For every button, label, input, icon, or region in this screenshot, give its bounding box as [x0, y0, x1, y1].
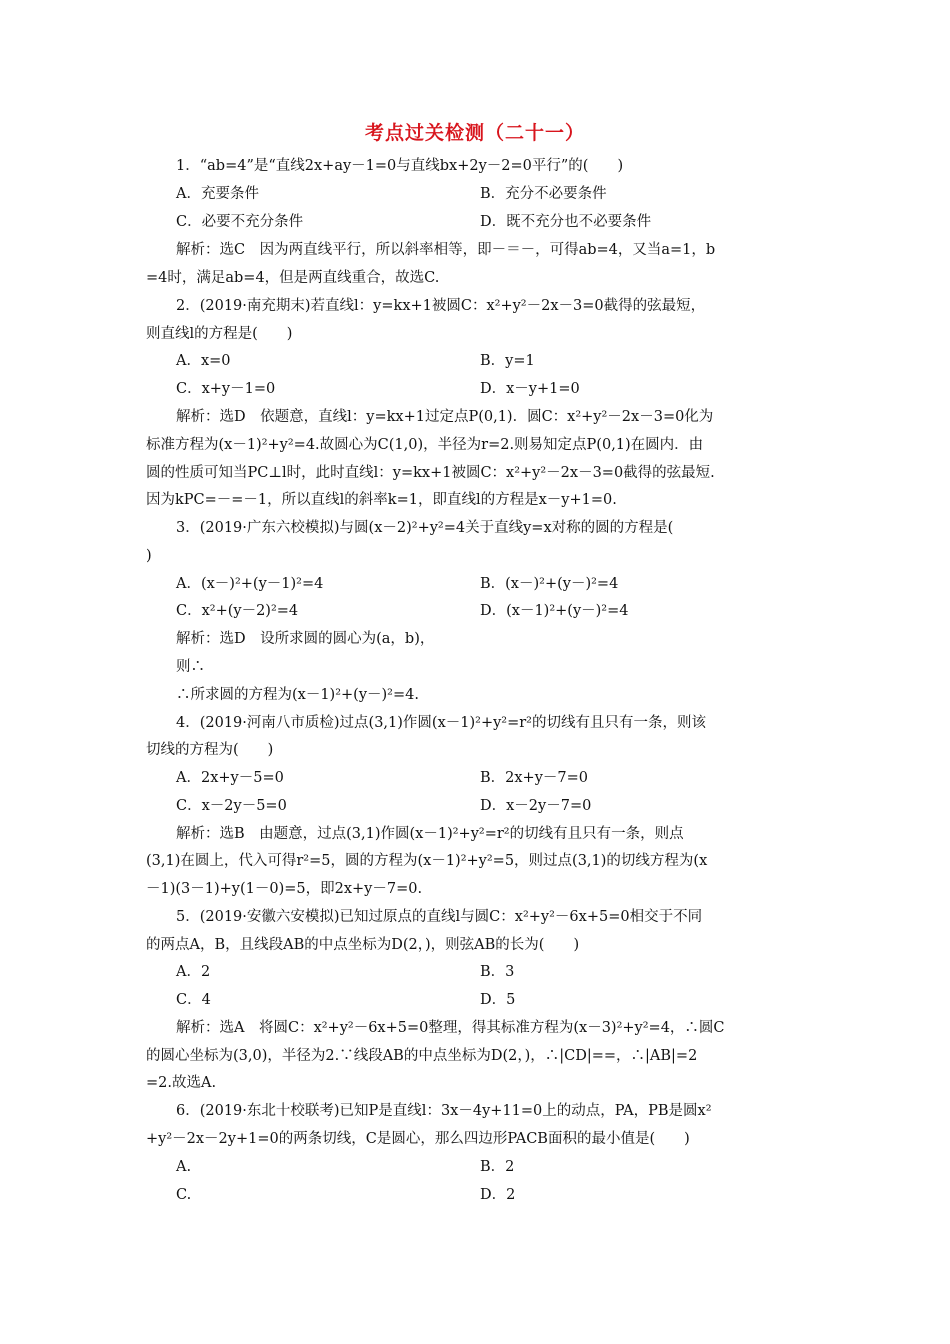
q4-solution-line: －1)(3－1)+y(1－0)=5，即2x+y－7=0.: [146, 881, 423, 897]
q2-option-c: C．x+y－1=0: [176, 381, 276, 397]
q4-solution-line: 解析：选B 由题意，过点(3,1)作圆(x－1)²+y²=r²的切线有且只有一条，则点: [176, 826, 684, 842]
q6-option-d: D．2: [480, 1187, 516, 1203]
q6-option-c: C.: [176, 1187, 192, 1203]
q2-option-b: B．y=1: [480, 353, 535, 369]
q2-option-d: D．x－y+1=0: [480, 381, 580, 397]
q5-solution-line: 解析：选A 将圆C：x²+y²－6x+5=0整理，得其标准方程为(x－3)²+y²=4，∴圆C: [176, 1020, 725, 1036]
q4-option-d: D．x－2y－7=0: [480, 798, 592, 814]
question-4-stem: 4．(2019·河南八市质检)过点(3,1)作圆(x－1)²+y²=r²的切线有且只有一条，则该: [176, 715, 706, 731]
q2-solution-line: 解析：选D 依题意，直线l：y=kx+1过定点P(0,1)．圆C：x²+y²－2x－3=0化为: [176, 409, 714, 425]
q3-solution-line: 则∴: [176, 659, 205, 675]
q5-option-d: D．5: [480, 992, 516, 1008]
page-title: 考点过关检测（二十一）: [364, 122, 585, 144]
q2-option-a: A．x=0: [176, 353, 231, 369]
q5-option-b: B．3: [480, 964, 515, 980]
q2-solution-line: 圆的性质可知当PC⊥l时，此时直线l：y=kx+1被圆C：x²+y²－2x－3=0截得的弦最短.: [146, 465, 715, 481]
q3-option-c: C．x²+(y－2)²=4: [176, 603, 299, 619]
q5-solution-line: =2.故选A.: [146, 1075, 217, 1091]
q3-option-b: B．(x－)²+(y－)²=4: [480, 576, 619, 592]
q1-option-c: C．必要不充分条件: [176, 214, 304, 230]
question-2-stem: 则直线l的方程是( ): [146, 326, 293, 342]
question-1-stem: 1．“ab=4”是“直线2x+ay－1=0与直线bx+2y－2=0平行”的( ): [176, 158, 624, 174]
q5-solution-line: 的圆心坐标为(3,0)，半径为2.∵线段AB的中点坐标为D(2，)，∴|CD|==，∴|AB|=2: [146, 1048, 698, 1064]
q4-solution-line: (3,1)在圆上，代入可得r²=5，圆的方程为(x－1)²+y²=5，则过点(3,1)的切线方程为(x: [146, 853, 708, 869]
q6-option-b: B．2: [480, 1159, 515, 1175]
q5-option-a: A．2: [176, 964, 211, 980]
q5-option-c: C．4: [176, 992, 211, 1008]
question-6-stem: +y²－2x－2y+1=0的两条切线，C是圆心，那么四边形PACB面积的最小值是( ): [146, 1131, 690, 1147]
question-3-stem: 3．(2019·广东六校模拟)与圆(x－2)²+y²=4关于直线y=x对称的圆的方程是(: [176, 520, 674, 536]
q3-solution-line: ∴所求圆的方程为(x－1)²+(y－)²=4.: [176, 687, 419, 703]
question-5-stem: 5．(2019·安徽六安模拟)已知过原点的直线l与圆C：x²+y²－6x+5=0相交于不同: [176, 909, 703, 925]
q3-solution-line: 解析：选D 设所求圆的圆心为(a，b)，: [176, 631, 435, 647]
q3-option-a: A．(x－)²+(y－1)²=4: [176, 576, 324, 592]
question-4-stem: 切线的方程为( ): [146, 742, 274, 758]
q1-solution-line: =4时，满足ab=4，但是两直线重合，故选C.: [146, 270, 440, 286]
question-3-stem: ): [146, 548, 152, 564]
q1-option-b: B．充分不必要条件: [480, 186, 607, 202]
question-6-stem: 6．(2019·东北十校联考)已知P是直线l：3x－4y+11=0上的动点，PA，PB是圆x²: [176, 1103, 712, 1119]
q2-solution-line: 标准方程为(x－1)²+y²=4.故圆心为C(1,0)，半径为r=2.则易知定点P(0,1)在圆内．由: [146, 437, 704, 453]
question-2-stem: 2．(2019·南充期末)若直线l：y=kx+1被圆C：x²+y²－2x－3=0截得的弦最短，: [176, 298, 706, 314]
q4-option-a: A．2x+y－5=0: [176, 770, 284, 786]
q2-solution-line: 因为kPC=－=－1，所以直线l的斜率k=1，即直线l的方程是x－y+1=0.: [146, 492, 617, 508]
q4-option-b: B．2x+y－7=0: [480, 770, 588, 786]
question-5-stem: 的两点A，B，且线段AB的中点坐标为D(2，)，则弦AB的长为( ): [146, 937, 580, 953]
q4-option-c: C．x－2y－5=0: [176, 798, 287, 814]
q6-option-a: A.: [176, 1159, 192, 1175]
q1-solution-line: 解析：选C 因为两直线平行，所以斜率相等，即－＝－，可得ab=4，又当a=1，b: [176, 242, 716, 258]
q3-option-d: D．(x－1)²+(y－)²=4: [480, 603, 629, 619]
q1-option-d: D．既不充分也不必要条件: [480, 214, 652, 230]
q1-option-a: A．充要条件: [176, 186, 259, 202]
